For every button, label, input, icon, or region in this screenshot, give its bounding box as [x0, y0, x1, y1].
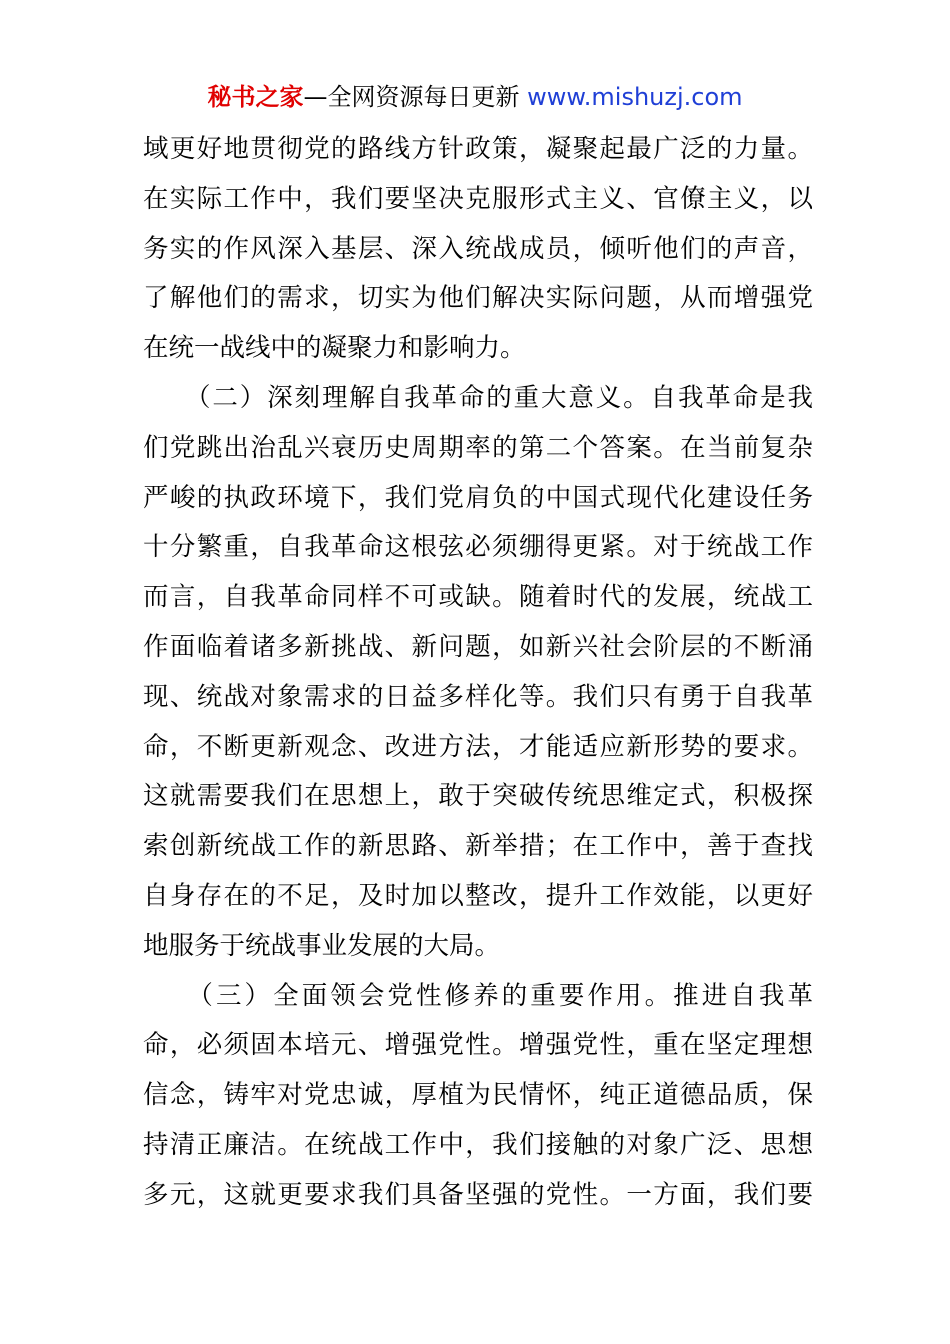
text-line: 索创新统战工作的新思路、新举措；在工作中，善于查找 — [143, 831, 813, 862]
text-line: 严峻的执政环境下，我们党肩负的中国式现代化建设任务 — [143, 482, 813, 513]
text-line: 信念，铸牢对党忠诚，厚植为民情怀，纯正道德品质，保 — [143, 1080, 813, 1111]
text-line: 持清正廉洁。在统战工作中，我们接触的对象广泛、思想 — [143, 1129, 813, 1160]
site-header — [0, 80, 950, 114]
text-line: 域更好地贯彻党的路线方针政策，凝聚起最广泛的力量。 — [143, 134, 813, 164]
text-line: 而言，自我革命同样不可或缺。随着时代的发展，统战工 — [143, 582, 813, 613]
site-url-link[interactable]: www.mishuzj.com — [527, 83, 743, 111]
text-line: （二）深刻理解自我革命的重大意义。自我革命是我 — [143, 382, 813, 413]
text-line: 自身存在的不足，及时加以整改，提升工作效能，以更好 — [143, 880, 813, 911]
text-line: 务实的作风深入基层、深入统战成员，倾听他们的声音， — [143, 233, 813, 264]
text-line: 地服务于统战事业发展的大局。 — [143, 930, 501, 961]
text-line: 命，必须固本培元、增强党性。增强党性，重在坚定理想 — [143, 1030, 813, 1061]
text-line: 们党跳出治乱兴衰历史周期率的第二个答案。在当前复杂 — [143, 432, 813, 463]
text-line: 在统一战线中的凝聚力和影响力。 — [143, 333, 526, 364]
site-brand: 秘书之家 — [207, 83, 304, 111]
text-line: 多元，这就更要求我们具备坚强的党性。一方面，我们要 — [143, 1179, 813, 1210]
text-line: 十分繁重，自我革命这根弦必须绷得更紧。对于统战工作 — [143, 532, 813, 563]
document-body — [143, 125, 813, 1221]
text-line: 在实际工作中，我们要坚决克服形式主义、官僚主义，以 — [143, 183, 813, 214]
text-line: 命，不断更新观念、改进方法，才能适应新形势的要求。 — [143, 731, 813, 762]
text-line: 作面临着诸多新挑战、新问题，如新兴社会阶层的不断涌 — [143, 631, 813, 662]
site-tagline: —全网资源每日更新 — [303, 83, 528, 111]
text-line: 现、统战对象需求的日益多样化等。我们只有勇于自我革 — [143, 681, 813, 712]
text-line: 了解他们的需求，切实为他们解决实际问题，从而增强党 — [143, 283, 813, 314]
text-line: （三）全面领会党性修养的重要作用。推进自我革 — [143, 980, 813, 1011]
text-line: 这就需要我们在思想上，敢于突破传统思维定式，积极探 — [143, 781, 813, 812]
